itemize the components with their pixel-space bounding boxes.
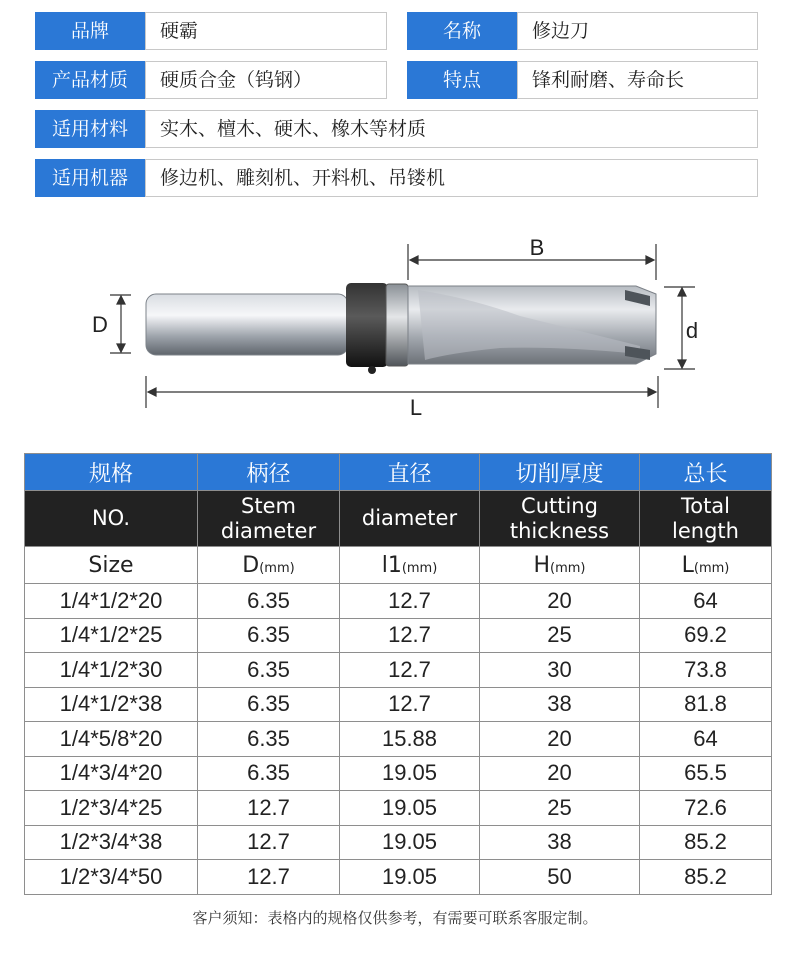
header-en-diameter: diameter [340, 491, 480, 547]
table-cell: 12.7 [198, 825, 340, 860]
table-cell: 1/4*1/2*38 [25, 687, 198, 722]
material-value: 硬质合金（钨钢） [145, 61, 387, 99]
table-cell: 12.7 [340, 618, 480, 653]
table-header-en [25, 491, 772, 547]
feature-value: 锋利耐磨、寿命长 [517, 61, 758, 99]
table-cell: 50 [480, 860, 640, 895]
header-zh-stem: 柄径 [198, 454, 340, 491]
applicable-material-value: 实木、檀木、硬木、橡木等材质 [145, 110, 758, 148]
unit-cell-L [640, 547, 772, 584]
table-cell: 19.05 [340, 825, 480, 860]
table-cell: 19.05 [340, 756, 480, 791]
info-row-feature [407, 61, 758, 99]
info-row-applicable-material [35, 110, 758, 148]
table-cell: 25 [480, 618, 640, 653]
table-cell: 1/4*3/4*20 [25, 756, 198, 791]
table-cell: 6.35 [198, 584, 340, 619]
applicable-machine-value: 修边机、雕刻机、开料机、吊镂机 [145, 159, 758, 197]
unit-main: Size [88, 552, 134, 578]
header-zh-cutting: 切削厚度 [480, 454, 640, 491]
table-cell: 6.35 [198, 722, 340, 757]
label-L: L [409, 395, 423, 420]
table-row [25, 791, 772, 826]
table-cell: 20 [480, 722, 640, 757]
table-cell: 1/4*1/2*25 [25, 618, 198, 653]
brand-value: 硬霸 [145, 12, 387, 50]
table-cell: 64 [640, 722, 772, 757]
unit-main: L [681, 552, 694, 578]
unit-main: H [533, 552, 551, 578]
name-value: 修边刀 [517, 12, 758, 50]
table-cell: 72.6 [640, 791, 772, 826]
table-cell: 64 [640, 584, 772, 619]
shank [146, 294, 348, 355]
header-en-cutting: Cutting thickness [480, 491, 640, 547]
table-cell: 73.8 [640, 653, 772, 688]
table-cell: 6.35 [198, 687, 340, 722]
table-cell: 85.2 [640, 825, 772, 860]
unit-suffix: (mm) [401, 560, 438, 576]
table-cell: 1/4*1/2*20 [25, 584, 198, 619]
spec-table [24, 453, 772, 895]
unit-suffix: (mm) [550, 560, 586, 576]
feature-label: 特点 [407, 61, 517, 99]
dim-D [110, 295, 131, 353]
table-row [25, 687, 772, 722]
unit-cell-size [25, 547, 198, 584]
collar [346, 283, 388, 367]
unit-main: l1 [381, 552, 402, 578]
info-row-name [407, 12, 758, 50]
table-cell: 19.05 [340, 791, 480, 826]
table-row [25, 722, 772, 757]
table-cell: 15.88 [340, 722, 480, 757]
unit-suffix: (mm) [693, 560, 730, 576]
table-cell: 81.8 [640, 687, 772, 722]
table-row [25, 825, 772, 860]
header-zh-diameter: 直径 [340, 454, 480, 491]
label-d: d [685, 318, 699, 343]
table-cell: 12.7 [198, 860, 340, 895]
table-cell: 6.35 [198, 756, 340, 791]
set-screw [368, 366, 376, 374]
label-B: B [529, 235, 545, 260]
table-cell: 19.05 [340, 860, 480, 895]
table-cell: 25 [480, 791, 640, 826]
footnote: 客户须知：表格内的规格仅供参考，有需要可联系客服定制。 [192, 909, 598, 927]
header-zh-size: 规格 [25, 454, 198, 491]
table-row [25, 860, 772, 895]
table-cell: 1/4*1/2*30 [25, 653, 198, 688]
table-cell: 38 [480, 687, 640, 722]
header-en-size: NO. [25, 491, 198, 547]
header-zh-length: 总长 [640, 454, 772, 491]
table-cell: 69.2 [640, 618, 772, 653]
table-header-zh [25, 454, 772, 491]
table-cell: 12.7 [340, 584, 480, 619]
table-cell: 85.2 [640, 860, 772, 895]
applicable-material-label: 适用材料 [35, 110, 145, 148]
table-cell: 12.7 [198, 791, 340, 826]
info-row-applicable-machine [35, 159, 758, 197]
table-cell: 12.7 [340, 653, 480, 688]
table-cell: 65.5 [640, 756, 772, 791]
table-cell: 1/2*3/4*38 [25, 825, 198, 860]
table-row [25, 756, 772, 791]
table-cell: 6.35 [198, 618, 340, 653]
table-cell: 6.35 [198, 653, 340, 688]
table-cell: 20 [480, 756, 640, 791]
table-cell: 20 [480, 584, 640, 619]
table-cell: 12.7 [340, 687, 480, 722]
table-row [25, 584, 772, 619]
unit-cell-D [198, 547, 340, 584]
unit-cell-l1 [340, 547, 480, 584]
bearing [386, 284, 408, 366]
info-row-brand [35, 12, 387, 50]
table-cell: 1/4*5/8*20 [25, 722, 198, 757]
table-cell: 1/2*3/4*50 [25, 860, 198, 895]
brand-label: 品牌 [35, 12, 145, 50]
label-D: D [92, 312, 108, 337]
applicable-machine-label: 适用机器 [35, 159, 145, 197]
unit-main: D [242, 552, 260, 578]
table-unit-row [25, 547, 772, 584]
header-en-length: Total length [640, 491, 772, 547]
header-en-stem: Stem diameter [198, 491, 340, 547]
table-row [25, 653, 772, 688]
table-cell: 30 [480, 653, 640, 688]
name-label: 名称 [407, 12, 517, 50]
info-row-material [35, 61, 387, 99]
router-bit-diagram [0, 228, 790, 433]
unit-suffix: (mm) [259, 560, 295, 576]
material-label: 产品材质 [35, 61, 145, 99]
table-cell: 1/2*3/4*25 [25, 791, 198, 826]
table-row [25, 618, 772, 653]
dim-L [146, 376, 658, 408]
unit-cell-H [480, 547, 640, 584]
table-cell: 38 [480, 825, 640, 860]
